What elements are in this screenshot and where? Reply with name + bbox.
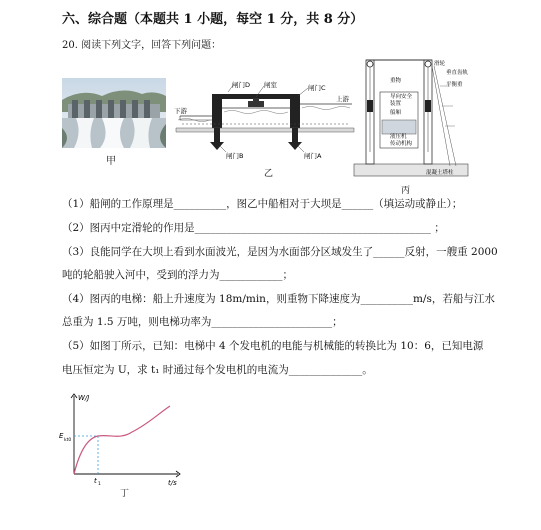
item-1: （1）船闸的工作原理是__________，图乙中船相对于大坝是______（填运动或静止）； — [62, 198, 463, 210]
label-chamber: 闸室 — [264, 81, 277, 89]
label-gate-b: 闸门B — [226, 152, 244, 160]
label-upstream: 上游 — [336, 95, 349, 103]
energy-time-svg — [58, 390, 188, 490]
e-mark-sub: kt0 — [64, 438, 72, 443]
question-intro: 20. 阅读下列文字，回答下列问题： — [62, 40, 222, 51]
item-4b: 总重为 1.5 万吨，则电梯功率为_______________________； — [62, 316, 343, 328]
label-ship-chamber: 船厢 — [390, 110, 402, 116]
weight-left — [367, 100, 373, 112]
item-5a: （5）如图丁所示，已知：电梯中 4 个发电机的电能与机械能的转换比为 10：6，已知电源 — [62, 340, 484, 352]
label-downstream: 下游 — [174, 107, 187, 115]
label-gate-d: 闸门D — [232, 81, 251, 89]
ship-lift-svg — [350, 56, 472, 188]
ship-lock-svg — [172, 80, 358, 170]
gate-a-valve — [292, 128, 298, 142]
item-3b: 吨的轮船驶入河中，受到的浮力为____________； — [62, 269, 293, 281]
pulley-right — [425, 61, 431, 67]
gate-d-post — [212, 94, 222, 128]
item-4a: （4）图丙的电梯：船上升速度为 18m/min，则重物下降速度为__________m/s，若船与江水 — [62, 293, 495, 305]
item-3a: （3）良能同学在大坝上看到水面波光，是因为水面部分区域发生了______反射，一艘重 2000 — [62, 246, 498, 258]
ship-lift-diagram — [350, 56, 472, 188]
x-axis-label: t/s — [168, 479, 177, 487]
label-wall-frame: 混凝土塔柱 — [426, 170, 454, 176]
section-title: 六、综合题（本题共 1 小题，每空 1 分，共 8 分） — [62, 12, 364, 27]
dam-photo-image — [62, 78, 166, 148]
label-balance-weight: 平衡重 — [446, 82, 463, 88]
label-device: 装置 — [390, 101, 402, 107]
figure-jia-caption: 甲 — [106, 156, 116, 167]
gate-b-valve — [214, 128, 220, 142]
figure-yi-caption: 乙 — [264, 169, 274, 179]
dam-photo — [62, 78, 166, 148]
figure-ding-caption: 丁 — [120, 489, 130, 499]
item-2: （2）图丙中定滑轮的作用是_____________________________________________ ； — [62, 222, 445, 234]
label-gate-c: 闸门C — [308, 84, 326, 92]
pulley-left — [367, 61, 373, 67]
ship-lock-diagram — [172, 80, 358, 170]
y-axis-label: W/J — [78, 394, 90, 402]
t1-mark-sub: 1 — [98, 482, 101, 487]
label-vertical-rack: 垂直齿轨 — [446, 70, 469, 76]
energy-time-graph — [58, 390, 188, 490]
item-5b: 电压恒定为 U，求 t₁ 时通过每个发电机的电流为______________。 — [62, 364, 373, 376]
e-mark: E — [59, 432, 64, 440]
gate-c-post — [290, 94, 300, 128]
t1-mark: t — [94, 477, 97, 485]
label-weight: 重物 — [390, 78, 402, 84]
label-guide-device: 导向安全 — [390, 94, 413, 100]
label-drive: 传动机构 — [390, 141, 413, 147]
label-hydraulic: 液压机 — [390, 134, 407, 140]
label-pulley: 滑轮 — [434, 61, 446, 67]
label-gate-a: 闸门A — [304, 152, 322, 160]
energy-curve — [74, 406, 170, 474]
weight-right — [425, 100, 431, 112]
ship-in-chamber — [248, 101, 264, 107]
figure-bing-caption: 丙 — [401, 186, 411, 196]
